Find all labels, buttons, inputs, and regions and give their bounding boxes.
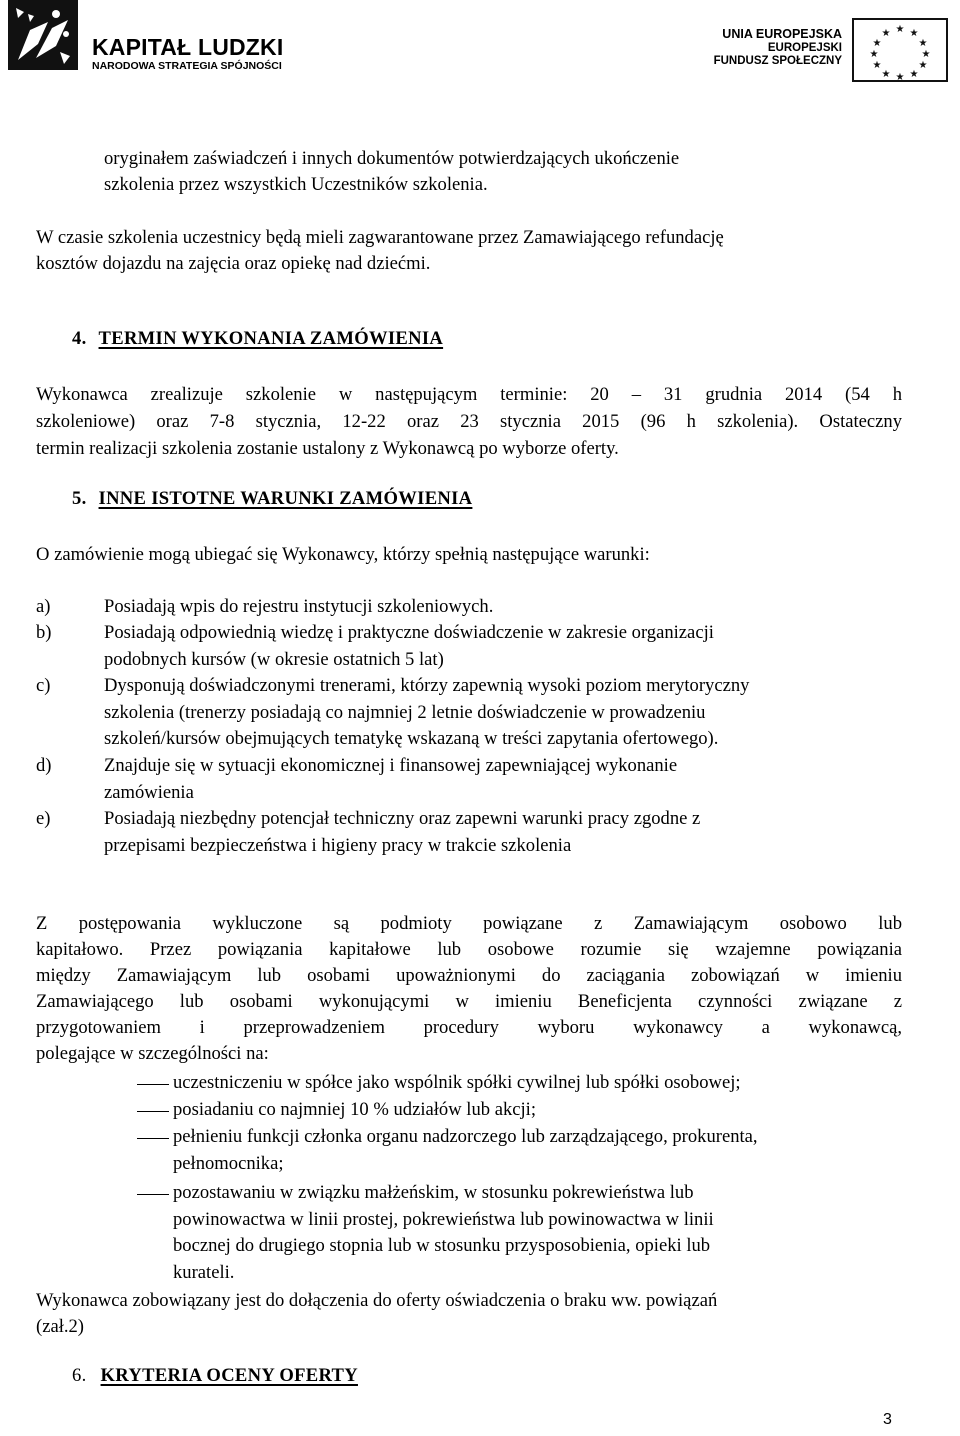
section-5-title: INNE ISTOTNE WARUNKI ZAMÓWIENIA — [98, 488, 473, 509]
section-4-line-2: szkoleniowe) oraz 7-8 stycznia, 12-22 oraz 23 stycznia 2015 (96 h szkolenia). Ostateczny — [36, 411, 902, 432]
section-5-intro: O zamówienie mogą ubiegać się Wykonawcy, którzy spełnią następujące warunki: — [36, 544, 650, 565]
intro-line-2: szkolenia przez wszystkich Uczestników szkolenia. — [104, 174, 488, 195]
exclusion-line-6: polegające w szczególności na: — [36, 1043, 269, 1064]
svg-text:★: ★ — [872, 38, 882, 49]
svg-text:★: ★ — [872, 60, 882, 71]
kapital-ludzki-logo — [8, 0, 308, 80]
section-6-heading — [72, 1365, 358, 1387]
section-4-title: TERMIN WYKONANIA ZAMÓWIENIA — [98, 328, 444, 349]
exclusion-line-4: Zamawiającego lub osobami wykonującymi w imieniu Beneficjenta czynności związane z — [36, 991, 902, 1012]
relation-text-3: pełnieniu funkcji członka organu nadzorczego lub zarządzającego, prokurenta, pełnomocnika; — [173, 1126, 758, 1174]
svg-text:★: ★ — [909, 28, 919, 39]
svg-text:★: ★ — [909, 69, 919, 80]
closing-line-1: Wykonawca zobowiązany jest do dołączenia do oferty oświadczenia o braku ww. powiązań — [36, 1290, 718, 1311]
svg-text:★: ★ — [918, 60, 928, 71]
svg-text:★: ★ — [869, 49, 879, 60]
section-6-number: 6. — [72, 1365, 87, 1386]
svg-text:★: ★ — [881, 28, 891, 39]
section-6-title: KRYTERIA OCENY OFERTY — [100, 1365, 358, 1386]
refund-line-1: W czasie szkolenia uczestnicy będą mieli zagwarantowane przez Zamawiającego refundację — [36, 227, 724, 248]
condition-label-b: b) — [36, 622, 52, 643]
exclusion-line-3: między Zamawiającym lub osobami upoważnionymi do zaciągania zobowiązań w imieniu — [36, 965, 902, 986]
svg-text:★: ★ — [921, 49, 931, 60]
svg-text:★: ★ — [918, 38, 928, 49]
section-4-line-1: Wykonawca zrealizuje szkolenie w następującym terminie: 20 – 31 grudnia 2014 (54 h — [36, 384, 902, 405]
section-5-heading — [72, 488, 472, 510]
refund-line-2: kosztów dojazdu na zajęcia oraz opiekę nad dziećmi. — [36, 253, 431, 274]
eu-flag-icon — [852, 18, 948, 82]
section-4-heading — [72, 328, 443, 350]
relation-text-2: posiadaniu co najmniej 10 % udziałów lub akcji; — [173, 1099, 537, 1120]
condition-text-d: Znajduje się w sytuacji ekonomicznej i finansowej zapewniającej wykonanie zamówienia — [104, 755, 678, 803]
condition-label-c: c) — [36, 675, 51, 696]
svg-text:★: ★ — [895, 72, 905, 82]
eu-logo-text — [714, 28, 842, 69]
section-4-line-3: termin realizacji szkolenia zostanie ustalony z Wykonawcą po wyborze oferty. — [36, 438, 619, 459]
condition-text-e: Posiadają niezbędny potencjał techniczny oraz zapewni warunki pracy zgodne z przepisami bezpieczeństwa i higieny pracy w trakcie szkolenia — [104, 808, 701, 856]
section-5-number: 5. — [72, 488, 87, 509]
kapital-ludzki-emblem-icon — [8, 0, 78, 70]
condition-text-b: Posiadają odpowiednią wiedzę i praktyczne doświadczenie w zakresie organizacji podobnych kursów (w okresie ostatnich 5 lat) — [104, 622, 714, 670]
closing-line-2: (zał.2) — [36, 1316, 85, 1337]
kapital-ludzki-title: KAPITAŁ LUDZKI — [92, 34, 284, 60]
exclusion-line-5: przygotowaniem i przeprowadzeniem procedury wyboru wykonawcy a wykonawcą, — [36, 1017, 902, 1038]
exclusion-line-2: kapitałowo. Przez powiązania kapitałowe lub osobowe rozumie się wzajemne powiązania — [36, 939, 902, 960]
eu-logo-line3: FUNDUSZ SPOŁECZNY — [713, 55, 842, 67]
eu-logo-line1: UNIA EUROPEJSKA — [722, 27, 842, 41]
eu-logo — [690, 18, 952, 82]
condition-label-d: d) — [36, 755, 52, 776]
condition-label-a: a) — [36, 596, 51, 617]
intro-line-1: oryginałem zaświadczeń i innych dokumentów potwierdzających ukończenie — [104, 148, 680, 169]
svg-text:★: ★ — [895, 24, 905, 35]
relation-text-4: pozostawaniu w związku małżeńskim, w stosunku pokrewieństwa lub powinowactwa w linii prostej, pokrewieństwa lub powinowactwa w linii bocznej do drugiego stopnia lub w stosunku przysposobienia, opieki lub kurateli. — [173, 1182, 714, 1283]
page-number: 3 — [883, 1411, 892, 1428]
kapital-ludzki-subtitle: NARODOWA STRATEGIA SPÓJNOŚCI — [92, 60, 282, 72]
relation-text-1: uczestniczeniu w spółce jako wspólnik spółki cywilnej lub spółki osobowej; — [173, 1072, 741, 1093]
section-4-number: 4. — [72, 328, 87, 349]
condition-text-c: Dysponują doświadczonymi trenerami, którzy zapewnią wysoki poziom merytoryczny szkolenia (trenerzy posiadają co najmniej 2 letnie doświadczenie w prowadzeniu szkoleń/kursów obejmujących tematykę wskazaną w treści zapytania ofertowego). — [104, 675, 750, 749]
svg-text:★: ★ — [881, 69, 891, 80]
eu-logo-line2: EUROPEJSKI — [767, 41, 842, 54]
condition-label-e: e) — [36, 808, 51, 829]
exclusion-line-1: Z postępowania wykluczone są podmioty powiązane z Zamawiającym osobowo lub — [36, 913, 902, 934]
condition-text-a: Posiadają wpis do rejestru instytucji szkoleniowych. — [104, 596, 494, 617]
